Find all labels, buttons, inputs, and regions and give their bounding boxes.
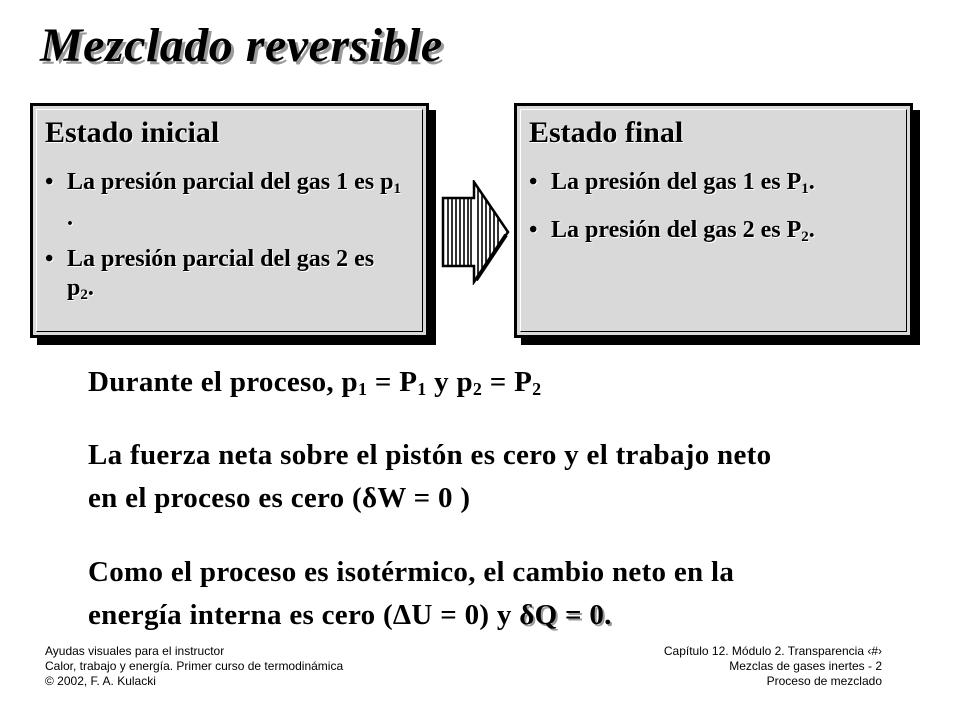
- final-bullet-gas-2: • La presión del gas 2 es $P_2$.: [529, 216, 869, 252]
- footer-left: [45, 644, 343, 689]
- work-paragraph: [88, 434, 771, 520]
- footer-right-line-3: Proceso de mezclado: [766, 674, 882, 688]
- work-line-1: La fuerza neta sobre el pistón es cero y el trabajo neto: [88, 439, 772, 471]
- initial-bullet-gas-1: • La presión parcial del gas 1 es $p_1$ .: [45, 168, 405, 233]
- striped-right-arrow-icon: [440, 180, 510, 285]
- process-equation-line: Durante el proceso, $p_1 = P_1$ y $p_2 = P_2$: [88, 366, 542, 399]
- footer-right-line-2: Mezclas de gases inertes - 2: [729, 659, 882, 673]
- heat-zero-emphasis: δQ = 0.: [519, 599, 612, 631]
- final-state-heading: Estado final: [529, 116, 684, 149]
- initial-state-box: [30, 103, 429, 338]
- energy-line-1: Como el proceso es isotérmico, el cambio neto en la: [88, 556, 735, 588]
- energy-line-2: energía interna es cero (ΔU = 0) y δQ = 0.: [88, 599, 612, 631]
- footer-left-line-2: Calor, trabajo y energía. Primer curso de termodinámica: [45, 659, 344, 673]
- final-state-box: [514, 103, 913, 338]
- final-bullet-gas-1: • La presión del gas 1 es $P_1$.: [529, 168, 869, 204]
- energy-paragraph: [88, 551, 734, 637]
- initial-bullet-gas-2: • La presión parcial del gas 2 es $p_2$.: [45, 245, 405, 310]
- initial-state-heading: Estado inicial: [45, 116, 220, 149]
- footer-left-line-3: © 2002, F. A. Kulacki: [45, 674, 156, 688]
- footer-right: [664, 644, 882, 689]
- work-line-2: en el proceso es cero (δW = 0 ): [88, 482, 471, 514]
- footer-right-line-1: Capítulo 12. Módulo 2. Transparencia ‹#›: [663, 644, 882, 658]
- footer-left-line-1: Ayudas visuales para el instructor: [45, 644, 225, 658]
- slide-title: Mezclado reversible: [40, 19, 443, 72]
